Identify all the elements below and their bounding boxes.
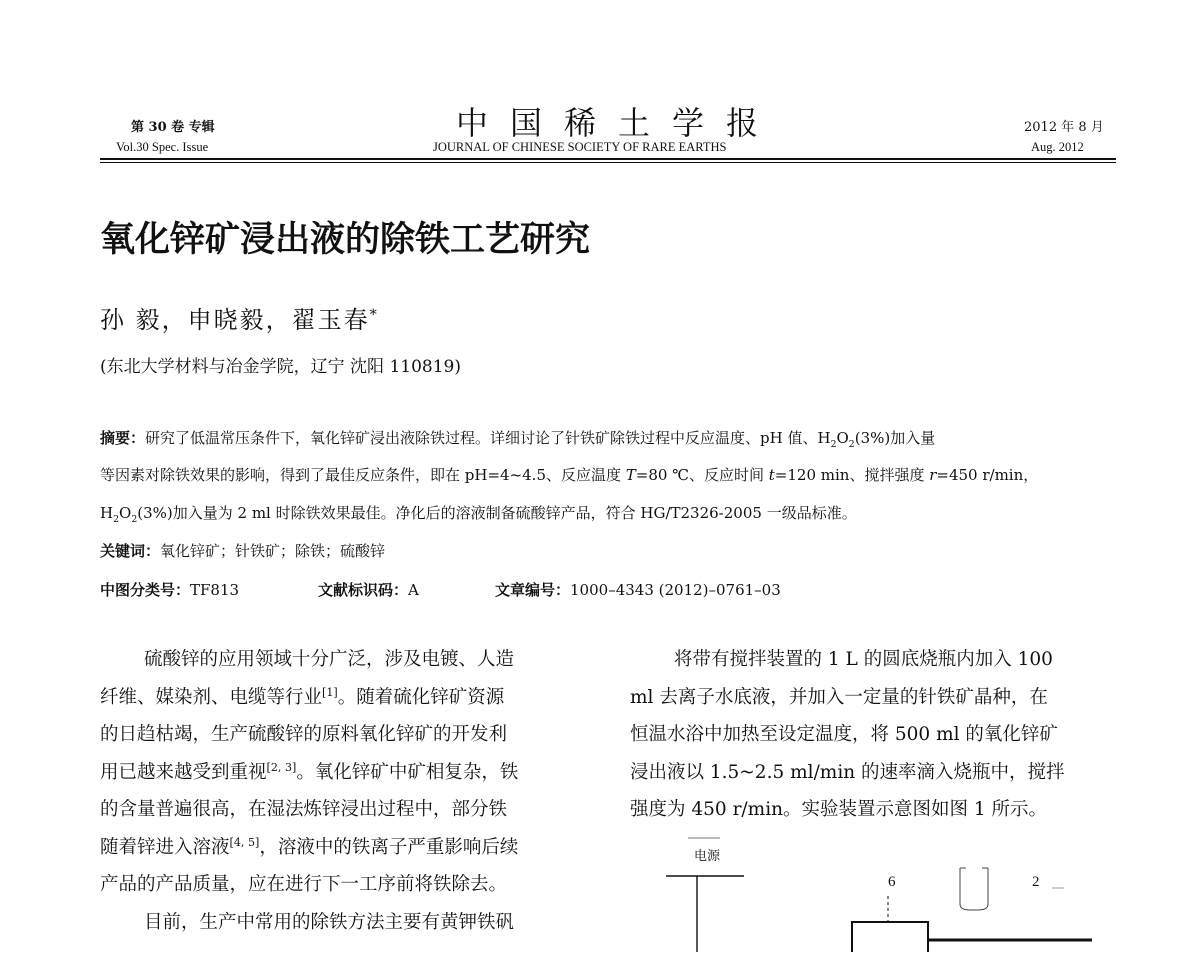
text: 。氧化锌矿中矿相复杂，铁 bbox=[296, 761, 519, 783]
body-right-column bbox=[630, 641, 1065, 829]
abstract-text-2b: =80 ℃、反应时间 bbox=[635, 466, 769, 484]
subscript-2: 2 bbox=[113, 514, 120, 525]
abstract-text-2d: =450 r/min， bbox=[936, 466, 1039, 484]
abstract-text-2a: 等因素对除铁效果的影响，得到了最佳反应条件，即在 pH=4~4.5、反应温度 bbox=[100, 466, 626, 484]
body-left-line: 的日趋枯竭，生产硫酸锌的原料氧化锌矿的开发利 bbox=[100, 724, 508, 745]
abstract-text-2c: =120 min、搅拌强度 bbox=[774, 466, 930, 484]
label-2: 2 bbox=[1032, 874, 1040, 890]
volume-en: Vol.30 Spec. Issue bbox=[116, 140, 209, 154]
figure-1-apparatus bbox=[640, 834, 1120, 952]
body-left-line bbox=[100, 754, 518, 792]
body-left-column bbox=[100, 641, 518, 941]
affiliation: (东北大学材料与冶金学院，辽宁 沈阳 110819) bbox=[100, 357, 461, 377]
abstract-text-1c: (3%)加入量 bbox=[854, 429, 936, 447]
citation-ref: [2, 3] bbox=[266, 760, 297, 774]
body-right-line: 将带有搅拌装置的 1 L 的圆底烧瓶内加入 100 bbox=[674, 649, 1053, 670]
body-left-line bbox=[100, 679, 518, 717]
body-right-line: ml 去离子水底液，并加入一定量的针铁矿晶种，在 bbox=[630, 686, 1048, 708]
citation-ref: [1] bbox=[322, 685, 338, 699]
abstract-line-2 bbox=[100, 464, 1038, 485]
var-t: t bbox=[768, 466, 775, 484]
doc-code-value: A bbox=[408, 581, 419, 599]
keywords bbox=[100, 540, 385, 561]
document-code bbox=[318, 579, 419, 600]
issue-date-cn: 2012 年 8 月 bbox=[1024, 120, 1104, 135]
header-rule-thin bbox=[100, 162, 1116, 163]
journal-title-en: JOURNAL OF CHINESE SOCIETY OF RARE EARTHS bbox=[433, 140, 727, 154]
power-supply-label: 电源 bbox=[694, 849, 721, 864]
abstract-text-1a: 研究了低温常压条件下，氧化锌矿浸出液除铁过程。详细讨论了针铁矿除铁过程中反应温度、pH 值、H bbox=[145, 429, 831, 447]
body-left-line bbox=[100, 829, 518, 867]
article-title: 氧化锌矿浸出液的除铁工艺研究 bbox=[100, 220, 591, 260]
keywords-text: 氧化锌矿；针铁矿；除铁；硫酸锌 bbox=[160, 542, 386, 560]
abstract-text-3b: O bbox=[119, 504, 132, 522]
clc-number bbox=[100, 579, 239, 600]
header-rule bbox=[100, 158, 1116, 160]
subscript-2: 2 bbox=[848, 439, 855, 450]
corresponding-author-mark: * bbox=[369, 307, 379, 323]
doc-code-label: 文献标识码： bbox=[318, 581, 409, 599]
abstract-text-1b: O bbox=[836, 429, 849, 447]
journal-title-cn: 中国稀土学报 bbox=[456, 104, 781, 142]
article-number-value: 1000–4343 (2012)–0761–03 bbox=[570, 581, 781, 599]
apparatus-diagram bbox=[640, 834, 1120, 952]
body-right-line: 浸出液以 1.5~2.5 ml/min 的速率滴入烧瓶中，搅拌 bbox=[630, 761, 1065, 783]
subscript-2: 2 bbox=[830, 439, 837, 450]
body-left-line: 硫酸锌的应用领域十分广泛，涉及电镀、人造 bbox=[144, 649, 515, 670]
issue-date-en: Aug. 2012 bbox=[1031, 140, 1084, 154]
volume-cn: 第 30 卷 专辑 bbox=[131, 120, 215, 135]
var-r: r bbox=[929, 466, 937, 484]
dropping-funnel bbox=[960, 868, 988, 910]
article-number-label: 文章编号： bbox=[495, 581, 571, 599]
text: 。随着硫化锌矿资源 bbox=[337, 686, 505, 708]
keywords-label: 关键词： bbox=[100, 542, 161, 560]
var-T: T bbox=[625, 466, 636, 484]
abstract-line-1 bbox=[100, 427, 935, 448]
authors-text: 孙 毅，申晓毅，翟玉春 bbox=[100, 306, 370, 334]
author-list bbox=[100, 300, 379, 335]
abstract-text-3a: H bbox=[100, 504, 114, 522]
body-right-line: 强度为 450 r/min。实验装置示意图如图 1 所示。 bbox=[630, 799, 1048, 820]
citation-ref: [4, 5] bbox=[229, 835, 260, 849]
body-left-line: 的含量普遍很高，在湿法炼锌浸出过程中，部分铁 bbox=[100, 799, 508, 820]
water-bath-frame bbox=[852, 922, 928, 952]
text: 纤维、媒染剂、电缆等行业 bbox=[100, 686, 323, 708]
abstract-label: 摘要： bbox=[100, 429, 146, 447]
clc-value: TF813 bbox=[190, 581, 240, 599]
text: ，溶液中的铁离子严重影响后续 bbox=[259, 836, 519, 858]
text: 用已越来越受到重视 bbox=[100, 761, 267, 783]
label-6: 6 bbox=[888, 874, 896, 890]
body-right-line: 恒温水浴中加热至设定温度，将 500 ml 的氧化锌矿 bbox=[630, 724, 1058, 745]
abstract-text-3c: (3%)加入量为 2 ml 时除铁效果最佳。净化后的溶液制备硫酸锌产品，符合 HG/T2326-2005 一级品标准。 bbox=[137, 504, 857, 522]
article-number bbox=[495, 579, 781, 600]
abstract-line-3 bbox=[100, 502, 857, 523]
subscript-2: 2 bbox=[131, 514, 138, 525]
text: 随着锌进入溶液 bbox=[100, 836, 230, 858]
body-left-line: 产品的产品质量，应在进行下一工序前将铁除去。 bbox=[100, 874, 508, 895]
clc-label: 中图分类号： bbox=[100, 581, 191, 599]
body-left-line: 目前，生产中常用的除铁方法主要有黄钾铁矾 bbox=[144, 911, 515, 933]
